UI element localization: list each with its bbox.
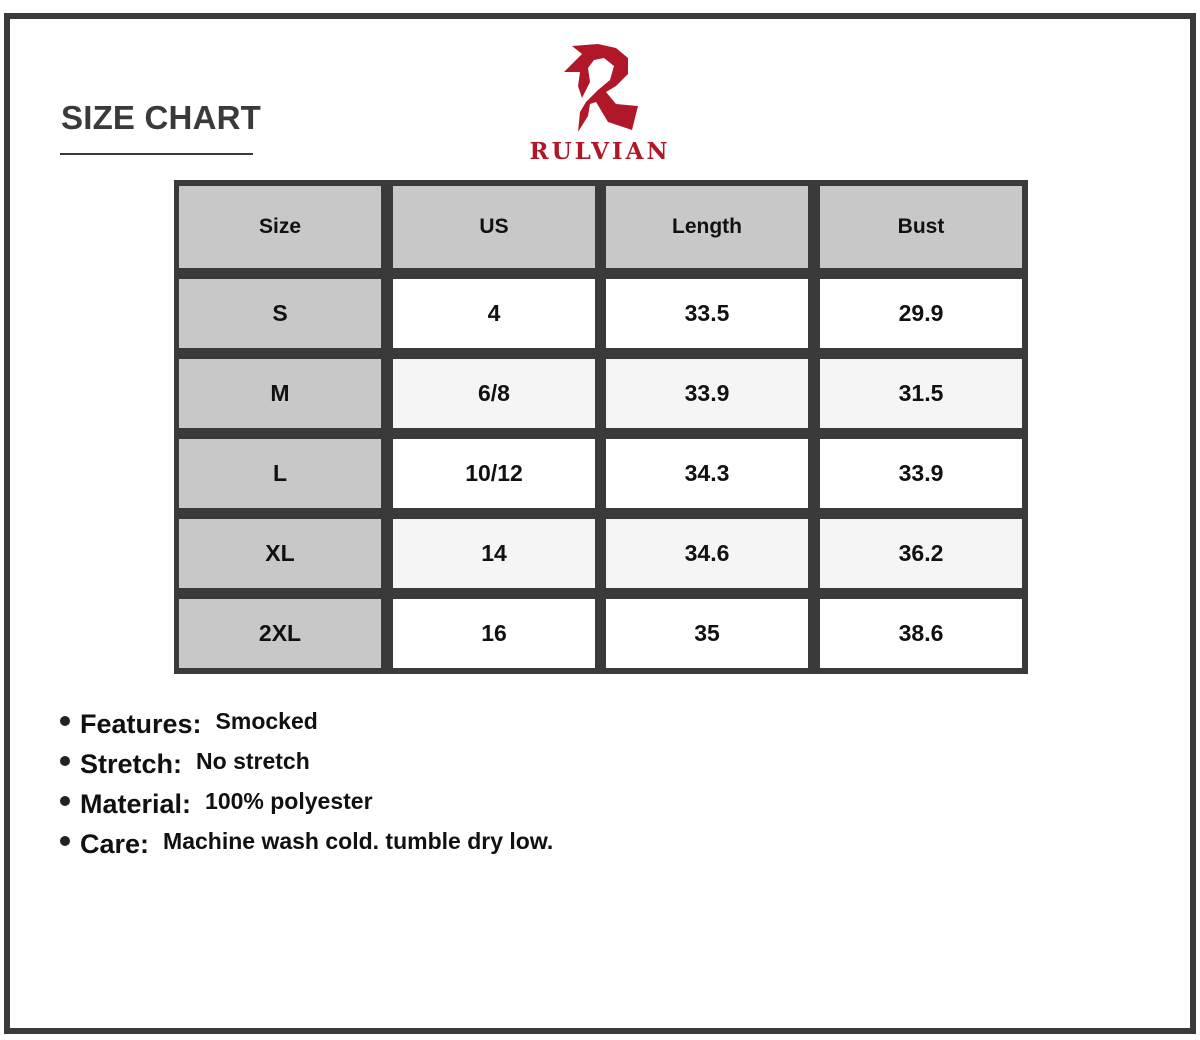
cell-us: 16 <box>393 599 595 668</box>
bullet-icon <box>60 756 70 766</box>
cell-bust: 29.9 <box>820 279 1022 348</box>
cell-length: 33.9 <box>606 359 808 428</box>
list-item <box>60 784 553 824</box>
detail-value: Machine wash cold. tumble dry low. <box>163 827 554 854</box>
cell-length: 34.3 <box>606 439 808 508</box>
brand-name: RULVIAN <box>529 138 671 165</box>
row-size-label: L <box>179 439 381 508</box>
detail-label: Features: <box>80 708 202 739</box>
cell-bust: 36.2 <box>820 519 1022 588</box>
title-underline <box>60 153 253 155</box>
product-details-list <box>60 704 553 864</box>
bullet-icon <box>60 716 70 726</box>
header-size: Size <box>179 186 381 268</box>
detail-value: Smocked <box>215 707 318 734</box>
row-size-label: M <box>179 359 381 428</box>
cell-us: 6/8 <box>393 359 595 428</box>
header-bust: Bust <box>820 186 1022 268</box>
row-size-label: XL <box>179 519 381 588</box>
r-monogram-icon <box>558 42 642 134</box>
bullet-icon <box>60 836 70 846</box>
detail-label: Material: <box>80 788 192 819</box>
row-size-label: 2XL <box>179 599 381 668</box>
row-size-label: S <box>179 279 381 348</box>
brand-logo <box>516 42 684 167</box>
cell-us: 4 <box>393 279 595 348</box>
page-title: SIZE CHART <box>61 99 261 136</box>
cell-bust: 38.6 <box>820 599 1022 668</box>
cell-us: 10/12 <box>393 439 595 508</box>
size-table <box>174 180 1028 674</box>
detail-label: Care: <box>80 828 150 859</box>
list-item <box>60 744 553 784</box>
detail-value: 100% polyester <box>205 787 373 814</box>
detail-label: Stretch: <box>80 748 183 779</box>
bullet-icon <box>60 796 70 806</box>
list-item <box>60 824 553 864</box>
detail-value: No stretch <box>196 747 310 774</box>
cell-bust: 33.9 <box>820 439 1022 508</box>
cell-length: 35 <box>606 599 808 668</box>
header-length: Length <box>606 186 808 268</box>
header-us: US <box>393 186 595 268</box>
list-item <box>60 704 553 744</box>
cell-length: 33.5 <box>606 279 808 348</box>
cell-bust: 31.5 <box>820 359 1022 428</box>
cell-length: 34.6 <box>606 519 808 588</box>
cell-us: 14 <box>393 519 595 588</box>
